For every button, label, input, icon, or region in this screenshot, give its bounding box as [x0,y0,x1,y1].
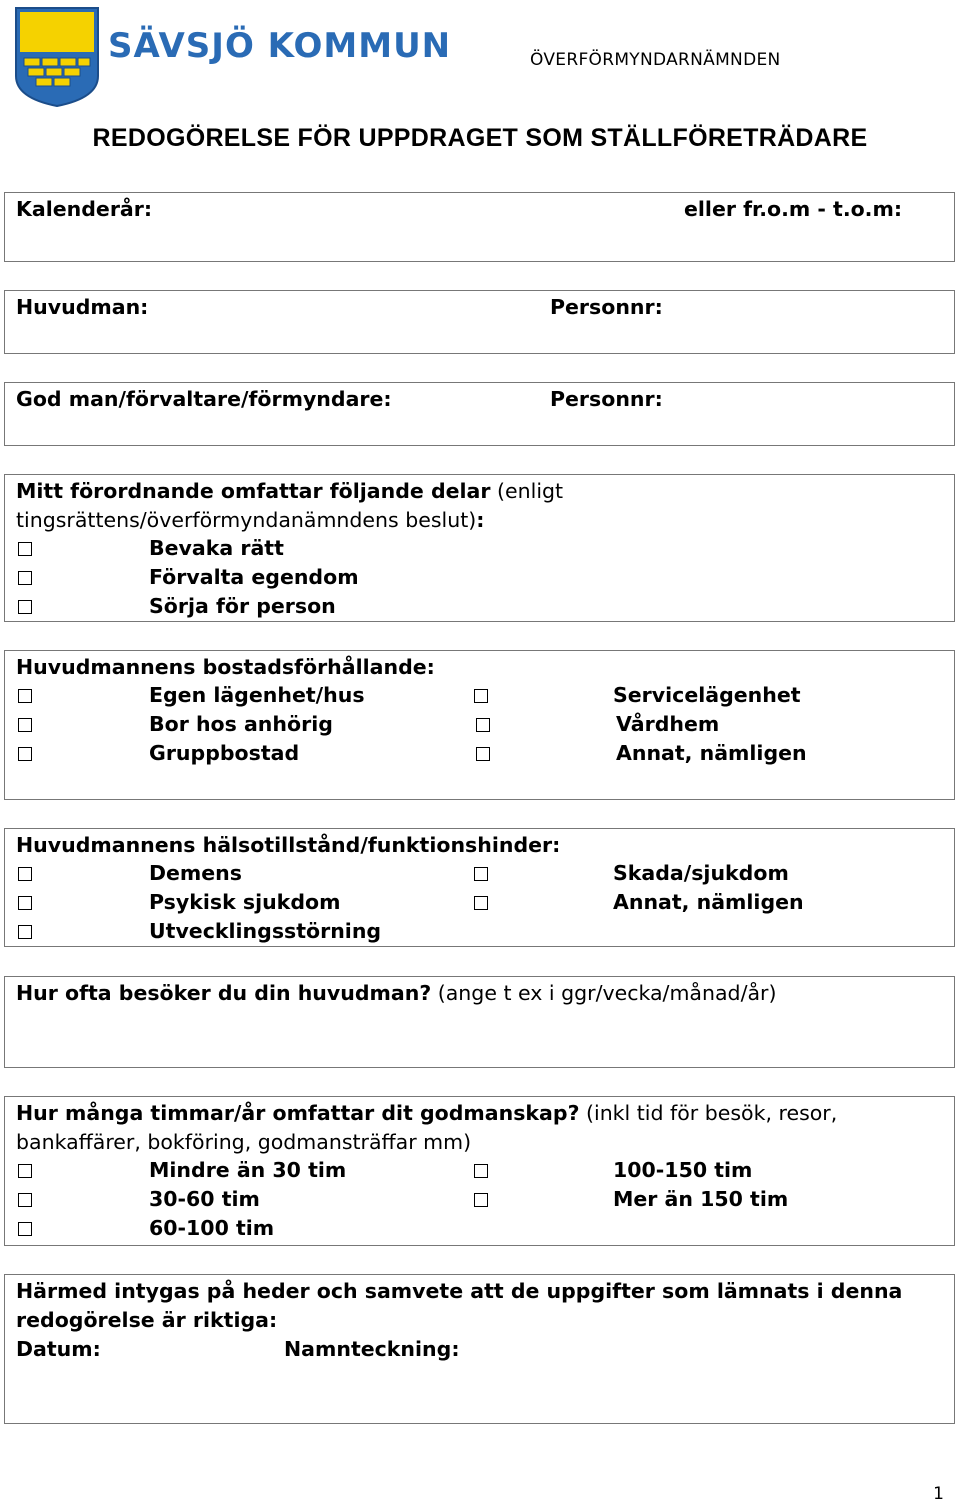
checkbox-30-60[interactable] [18,1193,32,1207]
checkbox-servicelagenhet[interactable] [474,689,488,703]
calendar-year-label: Kalenderår: [16,197,153,221]
checkbox-bor-hos-anhorig[interactable] [18,718,32,732]
hours-question-bold: Hur många timmar/år omfattar dit godmanskap? [16,1101,580,1125]
visits-section [4,976,955,1068]
assignment-heading-colon: : [476,508,485,532]
assignment-heading-hint2: tingsrättens/överförmyndanämndens beslut) [16,508,477,532]
hours-question [16,1101,837,1125]
checkbox-psykisk-sjukdom[interactable] [18,896,32,910]
checkbox-egen-lagenhet[interactable] [18,689,32,703]
logo-wordmark: SÄVSJÖ KOMMUN [108,26,452,66]
date-label: Datum: [16,1337,101,1361]
checkbox-60-100[interactable] [18,1222,32,1236]
option-label: 100-150 tim [613,1158,753,1182]
visits-question [16,981,776,1005]
checkbox-gruppbostad[interactable] [18,747,32,761]
certification-section [4,1274,955,1424]
department-name: ÖVERFÖRMYNDARNÄMNDEN [530,50,781,70]
option-label: Förvalta egendom [149,565,359,589]
option-label: 60-100 tim [149,1216,275,1240]
visits-question-bold: Hur ofta besöker du din huvudman? [16,981,432,1005]
checkbox-sorja-for-person[interactable] [18,600,32,614]
checkbox-100-150[interactable] [474,1164,488,1178]
page-title: REDOGÖRELSE FÖR UPPDRAGET SOM STÄLLFÖRETRÄDARE [92,124,868,152]
checkbox-skada-sjukdom[interactable] [474,867,488,881]
certification-text-line2: redogörelse är riktiga: [16,1308,278,1332]
assignment-section [4,474,955,622]
date-range-label: eller fr.o.m - t.o.m: [684,197,903,221]
checkbox-demens[interactable] [18,867,32,881]
period-section [4,192,955,262]
checkbox-forvalta-egendom[interactable] [18,571,32,585]
page-number: 1 [933,1484,944,1504]
municipality-shield-logo [14,6,100,108]
principal-name-label: Huvudman: [16,295,149,319]
certification-text-line1: Härmed intygas på heder och samvete att de uppgifter som lämnats i denna [16,1279,903,1303]
assignment-heading [16,479,563,503]
option-label: Gruppbostad [149,741,300,765]
housing-heading: Huvudmannens bostadsförhållande: [16,655,435,679]
health-section [4,828,955,947]
option-label: Servicelägenhet [613,683,801,707]
principal-section [4,290,955,354]
principal-personnr-label: Personnr: [550,295,663,319]
assignment-heading-hint: (enligt [497,479,564,503]
option-label: Demens [149,861,242,885]
option-label: Vårdhem [616,712,720,736]
option-label: Mindre än 30 tim [149,1158,347,1182]
checkbox-annat-bostad[interactable] [476,747,490,761]
option-label: Bor hos anhörig [149,712,333,736]
signature-label: Namnteckning: [284,1337,460,1361]
hours-section [4,1096,955,1246]
option-label: Utvecklingsstörning [149,919,382,943]
guardian-personnr-label: Personnr: [550,387,663,411]
checkbox-mer-an-150[interactable] [474,1193,488,1207]
checkbox-utvecklingsstorning[interactable] [18,925,32,939]
visits-question-hint: (ange t ex i ggr/vecka/månad/år) [437,981,777,1005]
option-label: Egen lägenhet/hus [149,683,365,707]
hours-question-hint: (inkl tid för besök, resor, [586,1101,838,1125]
checkbox-annat-halsa[interactable] [474,896,488,910]
option-label: Annat, nämligen [616,741,807,765]
checkbox-bevaka-ratt[interactable] [18,542,32,556]
assignment-heading-bold: Mitt förordnande omfattar följande delar [16,479,491,503]
guardian-name-label: God man/förvaltare/förmyndare: [16,387,392,411]
assignment-heading-line2 [16,508,484,532]
guardian-section [4,382,955,446]
housing-section [4,650,955,800]
health-heading: Huvudmannens hälsotillstånd/funktionshinder: [16,833,561,857]
option-label: Sörja för person [149,594,336,618]
option-label: Skada/sjukdom [613,861,789,885]
option-label: Psykisk sjukdom [149,890,341,914]
option-label: 30-60 tim [149,1187,260,1211]
option-label: Annat, nämligen [613,890,804,914]
option-label: Bevaka rätt [149,536,284,560]
option-label: Mer än 150 tim [613,1187,789,1211]
checkbox-mindre-an-30[interactable] [18,1164,32,1178]
checkbox-vardhem[interactable] [476,718,490,732]
hours-question-hint-line2: bankaffärer, bokföring, godmansträffar mm) [16,1130,472,1154]
